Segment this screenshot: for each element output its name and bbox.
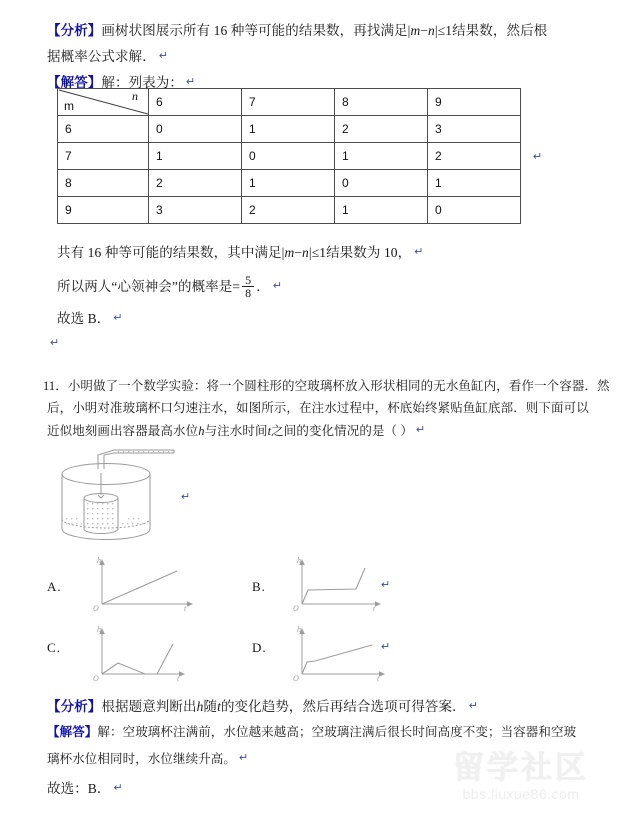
table-cell: 3 xyxy=(149,197,242,224)
pilcrow-icon: ↵ xyxy=(381,579,391,591)
q10-analysis-line1 xyxy=(47,18,547,43)
abs-open: | xyxy=(281,245,285,260)
abs-close-le1: |≤1 xyxy=(308,245,327,260)
q10-answer-line xyxy=(57,306,123,331)
var-t: t xyxy=(217,699,221,714)
table-cell: 0 xyxy=(428,197,521,224)
tank-water-line xyxy=(62,519,150,528)
x-axis-arrow xyxy=(379,671,385,677)
pilcrow-icon: ↵ xyxy=(468,700,479,712)
result-table xyxy=(57,88,521,224)
q10-probability-line xyxy=(57,274,282,301)
table-row-header: 9 xyxy=(58,197,149,224)
axis-label-h: h xyxy=(97,556,101,565)
table-corner-cell xyxy=(58,89,149,116)
count-text-b: 结果数为 10， xyxy=(326,245,412,260)
option-b-label[interactable]: B. xyxy=(252,579,266,594)
table-col-header: 8 xyxy=(335,89,428,116)
pilcrow-icon: ↵ xyxy=(239,752,249,764)
abs-open: | xyxy=(407,23,411,38)
tank-water-hatching xyxy=(66,518,143,524)
table-cell: 2 xyxy=(149,170,242,197)
graph-up-down-up xyxy=(85,618,205,688)
pilcrow-icon: ↵ xyxy=(113,782,123,794)
count-text-a: 共有 16 种等可能的结果数，其中满足 xyxy=(57,245,282,260)
axis-label-t: t xyxy=(177,674,180,683)
axis-label-h: h xyxy=(297,625,301,634)
var-m: m xyxy=(410,23,421,38)
table-cell: 0 xyxy=(242,143,335,170)
table-row xyxy=(58,197,521,224)
var-h: h xyxy=(196,699,204,714)
spout-vertical-2 xyxy=(104,453,114,469)
table-col-header: 9 xyxy=(428,89,521,116)
table-cell: 1 xyxy=(335,143,428,170)
q11-stem-line3 xyxy=(47,418,425,444)
table-row-header: 8 xyxy=(58,170,149,197)
curve-segment xyxy=(102,571,177,604)
q11-analysis-c: 的变化趋势，然后再结合选项可得答案． xyxy=(220,699,466,714)
option-d-label[interactable]: D. xyxy=(252,640,267,655)
x-axis-arrow xyxy=(179,671,185,677)
corner-row-label: m xyxy=(64,99,74,113)
table-header-row xyxy=(58,89,521,116)
axis-label-t: t xyxy=(377,674,380,683)
axis-origin-label: O xyxy=(93,604,99,611)
q11-solution-text1: 解：空玻璃杯注满前，水位越来越高；空玻璃注满后很长时间高度不变；当容器和空玻 xyxy=(97,725,577,739)
analysis-tag: 【分析】 xyxy=(47,23,102,38)
pilcrow-icon: ↵ xyxy=(414,246,424,258)
pilcrow-icon: ↵ xyxy=(381,641,391,653)
solution-tag: 【解答】 xyxy=(47,725,98,739)
minus-sign: − xyxy=(294,245,303,260)
q11-solution-line1 xyxy=(47,720,576,745)
spout-vertical xyxy=(98,450,114,469)
option-c-label[interactable]: C. xyxy=(47,640,61,655)
q11-analysis-line xyxy=(47,694,478,719)
pilcrow-icon: ↵ xyxy=(113,312,123,324)
table-row xyxy=(58,116,521,143)
table-cell: 2 xyxy=(335,116,428,143)
water-stream-tip xyxy=(98,495,104,498)
table-cell: 0 xyxy=(149,116,242,143)
pilcrow-icon: ↵ xyxy=(415,424,426,436)
analysis-tag: 【分析】 xyxy=(47,699,102,714)
pilcrow-icon: ↵ xyxy=(272,280,283,292)
analysis-text-a: 画树状图展示所有 16 种等可能的结果数，再找满足 xyxy=(101,23,408,38)
corner-col-label: n xyxy=(132,89,138,103)
solution-tag: 【解答】 xyxy=(47,75,102,90)
fraction-five-eighths xyxy=(242,274,254,300)
option-a-graph[interactable] xyxy=(85,556,205,616)
tank-rim xyxy=(62,464,150,485)
q10-count-line xyxy=(57,240,424,265)
var-t: t xyxy=(267,424,272,438)
table-row xyxy=(58,143,521,170)
fraction-denominator: 8 xyxy=(242,286,254,300)
stem-line3-b: 与注水时间 xyxy=(204,424,268,438)
x-axis-arrow xyxy=(187,601,193,607)
solution-lead-text: 解：列表为： xyxy=(101,75,184,90)
stem-line3-c: 之间的变化情况的是（ ） xyxy=(271,424,413,438)
option-a-label[interactable]: A. xyxy=(47,579,62,594)
glass-hatching xyxy=(87,503,113,524)
q11-analysis-b: 随 xyxy=(203,699,218,714)
pilcrow-icon: ↵ xyxy=(186,76,196,88)
table-col-header: 7 xyxy=(242,89,335,116)
table-row-header: 7 xyxy=(58,143,149,170)
table-cell: 2 xyxy=(242,197,335,224)
var-n: n xyxy=(302,245,309,260)
table-cell: 3 xyxy=(428,116,521,143)
pilcrow-icon: ↵ xyxy=(158,50,169,62)
analysis-line2-text: 据概率公式求解． xyxy=(47,49,156,64)
axis-label-h: h xyxy=(297,556,301,565)
analysis-text-b: 结果数，然后根 xyxy=(452,23,548,38)
var-n: n xyxy=(428,23,435,38)
tank-bottom xyxy=(62,529,150,540)
table-col-header: 6 xyxy=(149,89,242,116)
stem-line2-text: 后，小明对准玻璃杯口匀速注水，如图所示，在注水过程中，杯底始终紧贴鱼缸底部．则下面可以 xyxy=(47,401,589,415)
q10-analysis-line2 xyxy=(47,44,168,69)
q11-answer-text: 故选：B． xyxy=(47,781,111,796)
curve-segment xyxy=(102,644,173,674)
pilcrow-icon: ↵ xyxy=(181,491,191,503)
watermark-title: 留学社区 xyxy=(453,750,589,787)
table-cell: 1 xyxy=(428,170,521,197)
probability-text: 所以两人“心领神会”的概率是= xyxy=(57,279,241,294)
table-cell: 1 xyxy=(242,170,335,197)
axis-label-t: t xyxy=(373,604,376,611)
result-table-wrapper xyxy=(57,88,520,224)
table-cell: 1 xyxy=(242,116,335,143)
axis-origin-label: O xyxy=(93,674,99,683)
probability-period: ． xyxy=(256,279,270,294)
answer-text: 故选 B． xyxy=(57,311,111,326)
tube-hatching xyxy=(118,451,169,452)
watermark-url: bbs.liuxue86.com xyxy=(462,786,580,802)
x-axis-arrow xyxy=(375,601,381,607)
option-c-graph[interactable] xyxy=(85,618,205,693)
graph-steep-then-gentle-rise xyxy=(285,618,405,688)
var-h: h xyxy=(198,424,205,438)
axis-label-h: h xyxy=(97,625,101,634)
axis-origin-label: O xyxy=(293,674,299,683)
table-cell: 1 xyxy=(335,197,428,224)
axis-origin-label: O xyxy=(293,604,299,611)
axis-label-t: t xyxy=(184,604,187,611)
stem-line1-text: 11．小明做了一个数学实验：将一个圆柱形的空玻璃杯放入形状相同的无水鱼缸内，看作一个容器．然 xyxy=(43,379,610,393)
q11-solution-line2 xyxy=(47,746,248,772)
glass-bottom xyxy=(84,529,118,534)
abs-close-le1: |≤1 xyxy=(434,23,453,38)
curve-segment xyxy=(302,568,365,604)
var-m: m xyxy=(284,245,295,260)
pilcrow-icon: ↵ xyxy=(50,337,60,349)
option-d-graph[interactable] xyxy=(285,618,405,693)
q11-analysis-a: 根据题意判断出 xyxy=(101,699,197,714)
table-row-header: 6 xyxy=(58,116,149,143)
table-row xyxy=(58,170,521,197)
pilcrow-icon: ↵ xyxy=(533,151,543,163)
fraction-numerator: 5 xyxy=(245,272,252,287)
curve-segment xyxy=(302,645,372,674)
stem-line3-a: 近似地刻画出容器最高水位 xyxy=(47,424,199,438)
q11-answer-line xyxy=(47,776,123,801)
q11-solution-text2: 璃杯水位相同时，水位继续升高。 xyxy=(47,752,237,766)
minus-sign: − xyxy=(420,23,429,38)
table-cell: 2 xyxy=(428,143,521,170)
table-cell: 1 xyxy=(149,143,242,170)
graph-linear-rising xyxy=(85,556,205,611)
table-cell: 0 xyxy=(335,170,428,197)
site-watermark xyxy=(431,752,611,802)
